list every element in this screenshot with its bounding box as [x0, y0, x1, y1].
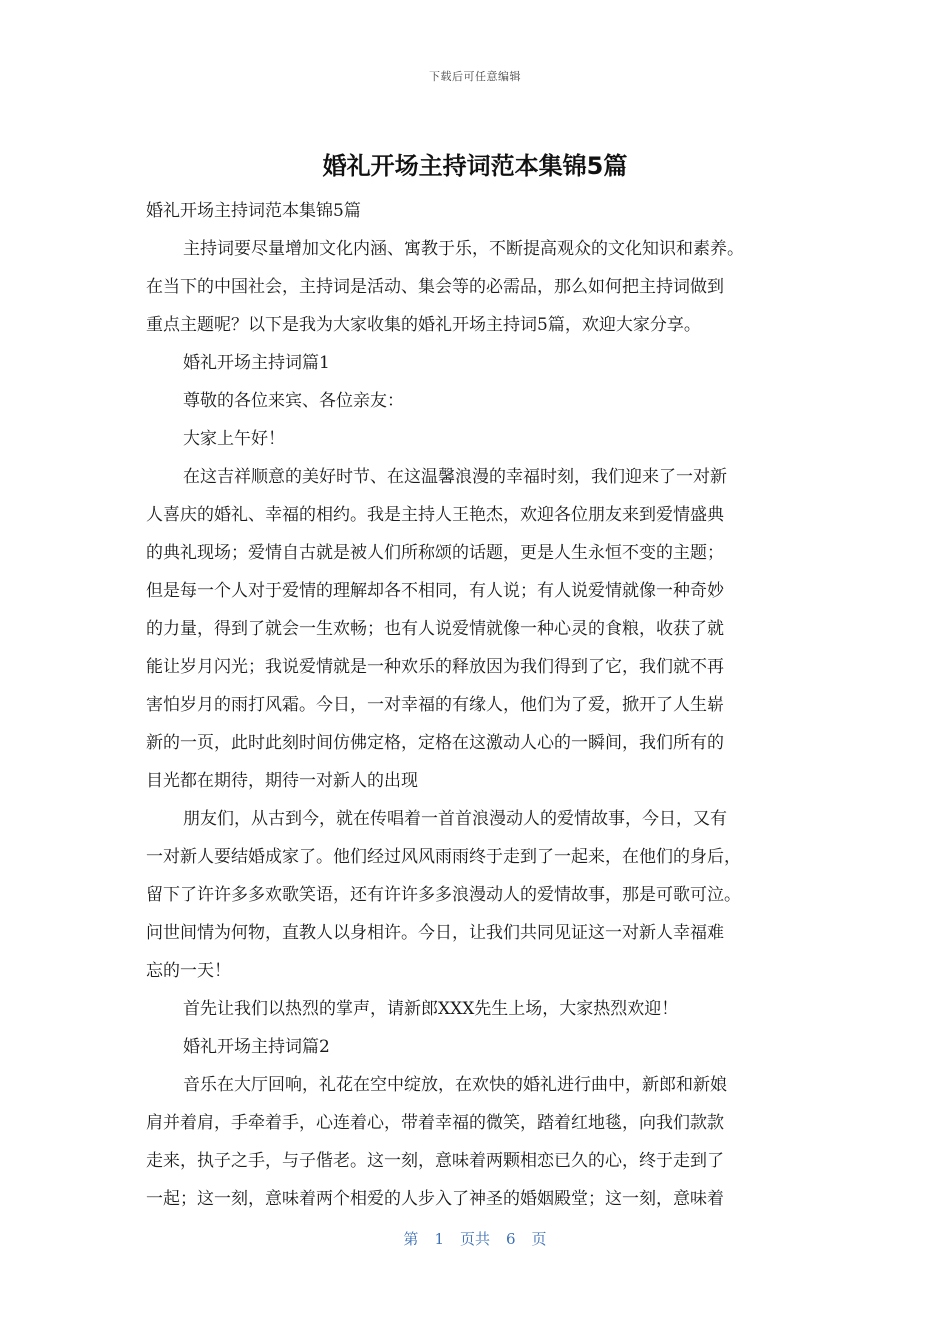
text-line: 大家上午好！	[183, 429, 285, 449]
text-line: 肩并着肩，手牵着手，心连着心，带着幸福的微笑，踏着红地毯，向我们款款	[146, 1113, 724, 1133]
text-line: 留下了许许多多欢歌笑语，还有许许多多浪漫动人的爱情故事，那是可歌可泣。	[146, 885, 741, 905]
text-line: 目光都在期待，期待一对新人的出现	[146, 771, 418, 791]
text-line: 但是每一个人对于爱情的理解却各不相同，有人说；有人说爱情就像一种奇妙	[146, 581, 724, 601]
footer-middle: 页共	[459, 1230, 490, 1248]
text-line: 新的一页，此时此刻时间仿佛定格，定格在这激动人心的一瞬间，我们所有的	[146, 733, 724, 753]
footer-suffix: 页	[531, 1230, 547, 1248]
text-line: 婚礼开场主持词篇1	[183, 353, 330, 373]
text-line: 一对新人要结婚成家了。他们经过风风雨雨终于走到了一起来，在他们的身后，	[146, 847, 741, 867]
text-line: 首先让我们以热烈的掌声，请新郎XXX先生上场，大家热烈欢迎！	[183, 999, 679, 1019]
text-line: 音乐在大厅回响，礼花在空中绽放，在欢快的婚礼进行曲中，新郎和新娘	[183, 1075, 727, 1095]
text-line: 的力量，得到了就会一生欢畅；也有人说爱情就像一种心灵的食粮，收获了就	[146, 619, 724, 639]
text-line: 婚礼开场主持词范本集锦5篇	[146, 201, 361, 221]
footer-total-pages: 6	[506, 1230, 516, 1248]
text-line: 走来，执子之手，与子偕老。这一刻，意味着两颗相恋已久的心，终于走到了	[146, 1151, 724, 1171]
header-note: 下载后可任意编辑	[429, 70, 521, 83]
footer-page-number: 1	[434, 1230, 444, 1248]
text-line: 害怕岁月的雨打风霜。今日，一对幸福的有缘人，他们为了爱，掀开了人生崭	[146, 695, 724, 715]
text-line: 在当下的中国社会，主持词是活动、集会等的必需品，那么如何把主持词做到	[146, 277, 724, 297]
text-line: 尊敬的各位来宾、各位亲友：	[183, 391, 404, 411]
document-body	[146, 192, 806, 1218]
text-line: 一起；这一刻，意味着两个相爱的人步入了神圣的婚姻殿堂；这一刻，意味着	[146, 1189, 724, 1209]
text-line: 人喜庆的婚礼、幸福的相约。我是主持人王艳杰，欢迎各位朋友来到爱情盛典	[146, 505, 724, 525]
text-line: 在这吉祥顺意的美好时节、在这温馨浪漫的幸福时刻，我们迎来了一对新	[183, 467, 727, 487]
text-line: 的典礼现场；爱情自古就是被人们所称颂的话题，更是人生永恒不变的主题；	[146, 543, 724, 563]
text-line: 重点主题呢？以下是我为大家收集的婚礼开场主持词5篇，欢迎大家分享。	[146, 315, 701, 335]
text-line: 问世间情为何物，直教人以身相许。今日，让我们共同见证这一对新人幸福难	[146, 923, 724, 943]
text-line: 婚礼开场主持词篇2	[183, 1037, 330, 1057]
document-title: 婚礼开场主持词范本集锦5篇	[322, 152, 628, 180]
page-footer	[0, 1228, 950, 1249]
text-line: 朋友们，从古到今，就在传唱着一首首浪漫动人的爱情故事，今日，又有	[183, 809, 727, 829]
footer-prefix: 第	[403, 1230, 419, 1248]
text-line: 忘的一天！	[146, 961, 231, 981]
text-line: 主持词要尽量增加文化内涵、寓教于乐，不断提高观众的文化知识和素养。	[183, 239, 744, 259]
text-line: 能让岁月闪光；我说爱情就是一种欢乐的释放因为我们得到了它，我们就不再	[146, 657, 724, 677]
